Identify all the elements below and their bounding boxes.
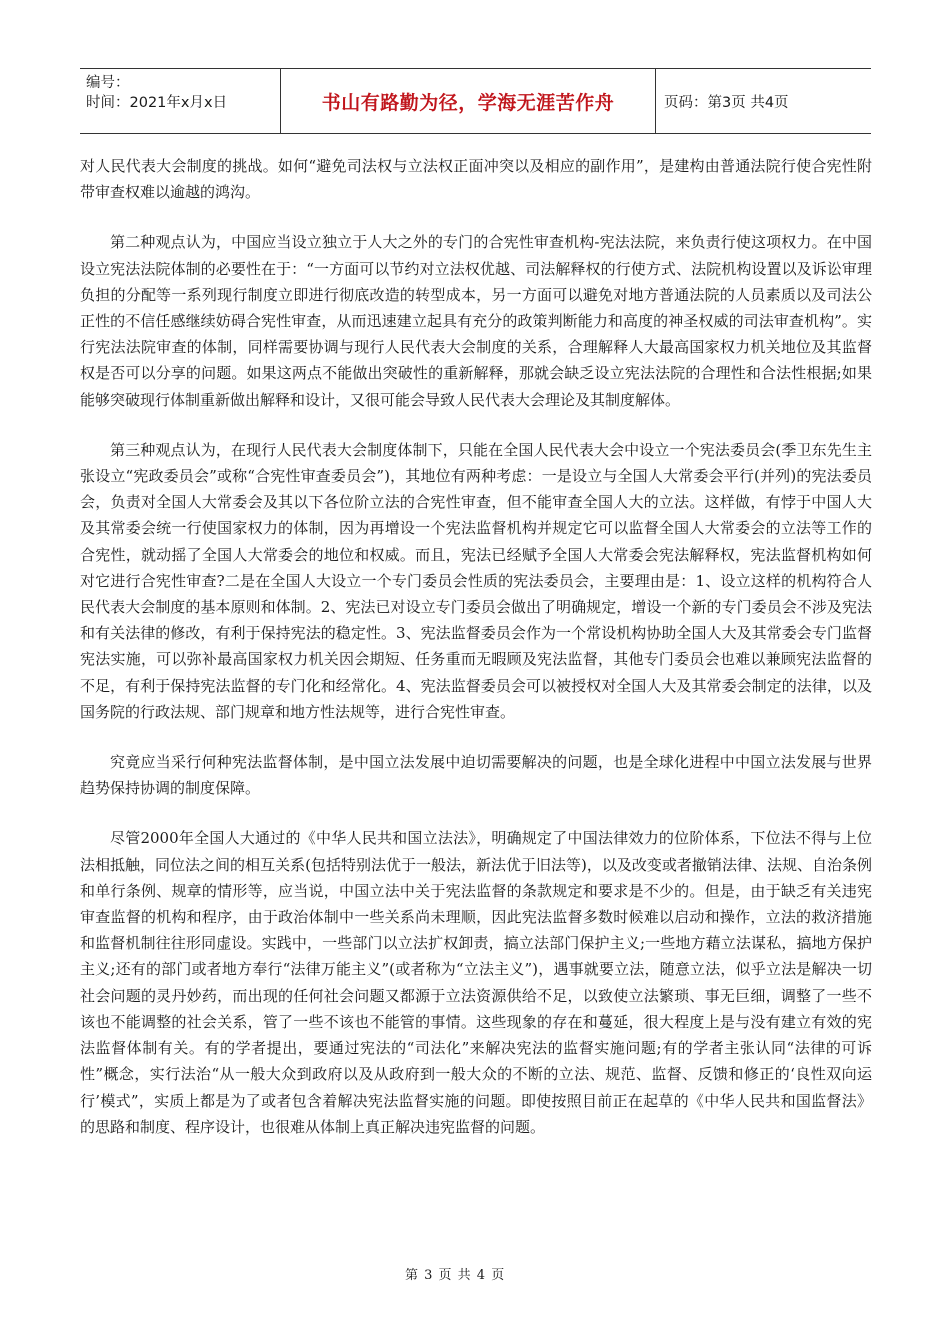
document-date-label: 时间：2021年x月x日: [86, 95, 228, 111]
paragraph: 第三种观点认为，在现行人民代表大会制度体制下，只能在全国人民代表大会中设立一个宪法委员会(季卫东先生主张设立“宪政委员会”或称“合宪性审查委员会”)，其地位有两种考虑：一是设立与全国人大常委会平行(并列)的宪法委员会，负责对全国人大常委会及其以下各位阶立法的合宪性审查，但不能审查全国人大的立法。这样做，有悖于中国人大及其常委会统一行使国家权力的体制，因为再增设一个宪法监督机构并规定它可以监督全国人大常委会的立法等工作的合宪性，就动摇了全国人大常委会的地位和权威。而且，宪法已经赋予全国人大常委会宪法解释权，宪法监督机构如何对它进行合宪性审查?二是在全国人大设立一个专门委员会性质的宪法委员会，主要理由是：1、设立这样的机构符合人民代表大会制度的基本原则和体制。2、宪法已对设立专门委员会做出了明确规定，增设一个新的专门委员会不涉及宪法和有关法律的修改，有利于保持宪法的稳定性。3、宪法监督委员会作为一个常设机构协助全国人大及其常委会专门监督宪法实施，可以弥补最高国家权力机关因会期短、任务重而无暇顾及宪法监督，其他专门委员会也难以兼顾宪法监督的不足，有利于保持宪法监督的专门化和经常化。4、宪法监督委员会可以被授权对全国人大及其常委会制定的法律，以及国务院的行政法规、部门规章和地方性法规等，进行合宪性审查。: [80, 440, 872, 721]
header-page-number: 页码：第3页 共4页: [664, 94, 789, 111]
paragraph: 究竟应当采行何种宪法监督体制，是中国立法发展中迫切需要解决的问题，也是全球化进程中中国立法发展与世界趋势保持协调的制度保障。: [80, 753, 872, 798]
document-body: [80, 153, 872, 1164]
paragraph: 对人民代表大会制度的挑战。如何“避免司法权与立法权正面冲突以及相应的副作用”，是建构由普通法院行使合宪性附带审查权难以逾越的鸿沟。: [80, 157, 872, 202]
page-footer: [0, 1264, 950, 1283]
footer-page-number: 第 3 页 共 4 页: [405, 1268, 506, 1283]
document-number-label: 编号：: [86, 75, 130, 91]
paragraph: 第二种观点认为，中国应当设立独立于人大之外的专门的合宪性审查机构-宪法法院，来负责行使这项权力。在中国设立宪法法院体制的必要性在于：“一方面可以节约对立法权优越、司法解释权的行使方式、法院机构设置以及诉讼审理负担的分配等一系列现行制度立即进行彻底改造的转型成本，另一方面可以避免对地方普通法院的人员素质以及司法公正性的不信任感继续妨碍合宪性审查，从而迅速建立起具有充分的政策判断能力和高度的神圣权威的司法审查机构”。实行宪法法院审查的体制，同样需要协调与现行人民代表大会制度的关系，合理解释人大最高国家权力机关地位及其监督权是否可以分享的问题。如果这两点不能做出突破性的重新解释，那就会缺乏设立宪法法院的合理性和合法性根据;如果能够突破现行体制重新做出解释和设计，又很可能会导致人民代表大会理论及其制度解体。: [80, 233, 872, 409]
page-header: [80, 68, 871, 134]
header-meta: [80, 69, 281, 133]
paragraph: 尽管2000年全国人大通过的《中华人民共和国立法法》，明确规定了中国法律效力的位阶体系，下位法不得与上位法相抵触，同位法之间的相互关系(包括特别法优于一般法，新法优于旧法等)，以及改变或者撤销法律、法规、自治条例和单行条例、规章的情形等，应当说，中国立法中关于宪法监督的条款规定和要求是不少的。但是，由于缺乏有关违宪审查监督的机构和程序，由于政治体制中一些关系尚未理顺，因此宪法监督多数时候难以启动和操作，立法的救济措施和监督机制往往形同虚设。实践中，一些部门以立法扩权卸责，搞立法部门保护主义;一些地方藉立法谋私，搞地方保护主义;还有的部门或者地方奉行“法律万能主义”(或者称为“立法主义”)，遇事就要立法，随意立法，似乎立法是解决一切社会问题的灵丹妙药，而出现的任何社会问题又都源于立法资源供给不足，以致使立法繁琐、事无巨细，调整了一些不该也不能调整的社会关系，管了一些不该也不能管的事情。这些现象的存在和蔓延，很大程度上是与没有建立有效的宪法监督体制有关。有的学者提出，要通过宪法的“司法化”来解决宪法的监督实施问题;有的学者主张认同“法律的可诉性”概念，实行法治“从一般大众到政府以及从政府到一般大众的不断的立法、规范、监督、反馈和修正的‘良性双向运行’模式”，实质上都是为了或者包含着解决宪法监督实施的问题。即使按照目前正在起草的《中华人民共和国监督法》的思路和制度、程序设计，也很难从体制上真正解决违宪监督的问题。: [80, 829, 872, 1136]
header-motto: 书山有路勤为径，学海无涯苦作舟: [281, 69, 656, 133]
